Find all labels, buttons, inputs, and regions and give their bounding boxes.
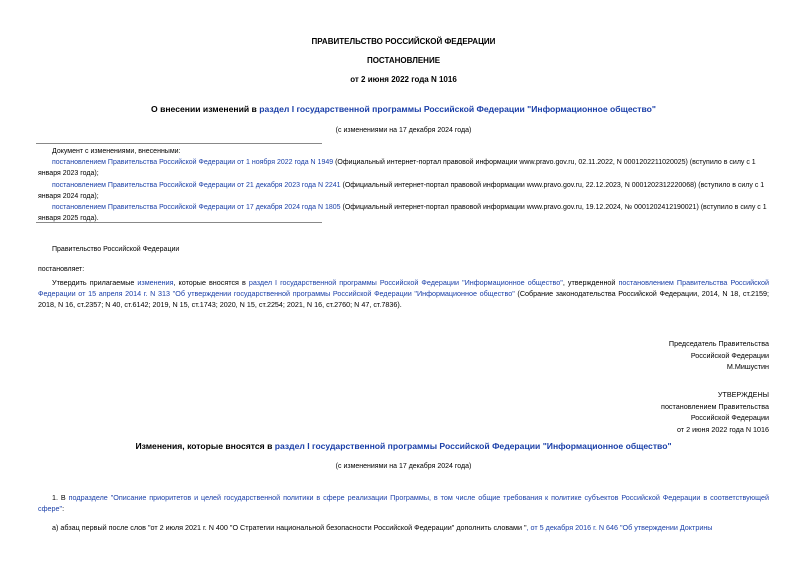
changes-title-prefix: Изменения, которые вносятся в [135, 441, 275, 451]
document-title [0, 104, 807, 114]
change-link-3[interactable]: постановлением Правительства Российской Федерации от 17 декабря 2024 года N 1805 [52, 204, 341, 212]
divider-top [36, 143, 322, 144]
signature-block [669, 338, 769, 373]
item-a-text: а) абзац первый после слов "от 2 июля 2021 г. N 400 "О Стратегии национальной безопасности Российской Федерации" дополнить словами " [52, 523, 527, 532]
item-a-paragraph [38, 522, 769, 533]
change-link-2[interactable]: постановлением Правительства Российской Федерации от 21 декабря 2023 года N 2241 [52, 181, 341, 189]
title-revision-note: (с изменениями на 17 декабря 2024 года) [335, 127, 472, 134]
signature-name: М.Мишустин [726, 362, 769, 371]
approved-country: Российской Федерации [690, 413, 769, 422]
signature-country: Российской Федерации [690, 350, 769, 360]
p1-link-section[interactable]: раздел I государственной программы Российской Федерации "Информационное общество" [248, 278, 563, 287]
approved-block [661, 389, 769, 435]
changes-block [38, 146, 769, 224]
title-link[interactable]: раздел I государственной программы Российской Федерации "Информационное общество" [259, 104, 656, 114]
approved-by: постановлением Правительства [661, 401, 769, 411]
signature-title: Председатель Правительства [668, 339, 769, 348]
change-item [38, 157, 769, 179]
p1-text-c: , утвержденной [562, 278, 619, 287]
resolves-line: постановляет: [38, 266, 85, 273]
p1-text-a: Утвердить прилагаемые [52, 278, 138, 287]
resolution-paragraph [38, 277, 769, 310]
change-text-2: (Официальный интернет-портал правовой информации www.pravo.gov.ru, 22.12.2023, N 0001202312220068) (вступило в силу с 1 января 2024 года); [38, 181, 765, 200]
p1-text-b: , которые вносятся в [173, 278, 249, 287]
item1-link[interactable]: подразделе "Описание приоритетов и целей государственной политики в сфере реализации Программы, в том числе общие требования к политике субъектов Российской Федерации в соответствующей сфере" [38, 493, 769, 513]
changes-revision-note: (с изменениями на 17 декабря 2024 года) [335, 463, 472, 470]
p1-text-d: (Собрание законодательства Российской Федерации, 2014, N 18, ст.2159; 2018, N 16, ст.2357; N 40, ст.6142; 2019, N 15, ст.1743; 2020, N 15, ст.2254; 2021, N 16, ст.2760; N 47, ст.7836). [38, 289, 769, 309]
change-item [38, 180, 769, 202]
title-prefix: О внесении изменений в [151, 104, 260, 114]
changes-title-link[interactable]: раздел I государственной программы Российской Федерации "Информационное общество" [274, 441, 672, 451]
change-link-1[interactable]: постановлением Правительства Российской Федерации от 1 ноября 2022 года N 1949 [52, 159, 334, 167]
change-text-3: (Официальный интернет-портал правовой информации www.pravo.gov.ru, 19.12.2024, № 0001202412190021) (вступило в силу с 1 января 2025 года). [38, 204, 767, 223]
item-a-link[interactable]: , от 5 декабря 2016 г. N 646 "Об утверждении Доктрины [526, 523, 713, 532]
change-text-1: (Официальный интернет-портал правовой информации www.pravo.gov.ru, 02.11.2022, N 0001202211020025) (вступило в силу с 1 января 2023 года); [38, 159, 756, 178]
item-1-paragraph [38, 492, 769, 514]
changes-title [0, 441, 807, 451]
approved-label: УТВЕРЖДЕНЫ [717, 390, 769, 399]
p1-link-changes[interactable]: изменения [137, 278, 174, 287]
header-doc-type: ПОСТАНОВЛЕНИЕ [366, 56, 441, 65]
approved-date: от 2 июня 2022 года N 1016 [676, 424, 769, 434]
p1-link-resolution[interactable]: постановлением Правительства Российской Федерации от 15 апреля 2014 г. N 313 "Об утверждении государственной программы Российской Федерации "Информационное общество" [38, 278, 769, 298]
item1-text-a: 1. В [52, 493, 69, 502]
divider-bottom [36, 222, 322, 223]
header-government: ПРАВИТЕЛЬСТВО РОССИЙСКОЙ ФЕДЕРАЦИИ [311, 37, 496, 46]
changes-intro: Документ с изменениями, внесенными: [52, 148, 181, 155]
government-line: Правительство Российской Федерации [52, 246, 180, 253]
item1-text-b: : [62, 504, 65, 513]
header-date-number: от 2 июня 2022 года N 1016 [350, 75, 457, 84]
